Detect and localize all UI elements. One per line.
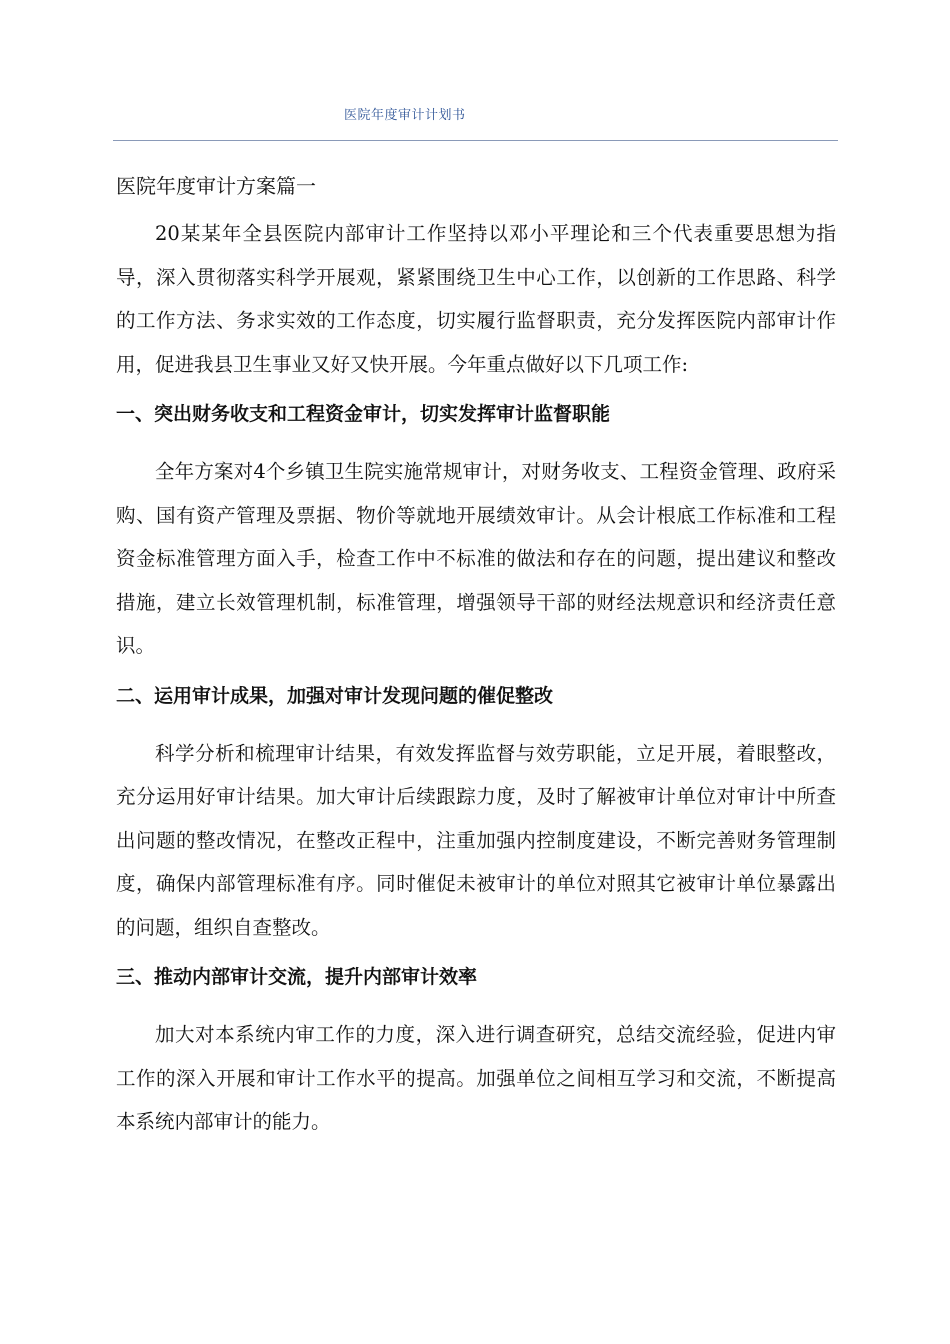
section-heading-2: 二、运用审计成果，加强对审计发现问题的催促整改	[116, 684, 554, 707]
section-body-2: 科学分析和梳理审计结果，有效发挥监督与效劳职能，立足开展，着眼整改，充分运用好审计结果。加大审计后续跟踪力度，及时了解被审计单位对审计中所查出问题的整改情况，在整改正程中，注重加强内控制度建设，不断完善财务管理制度，确保内部管理标准有序。同时催促未被审计的单位对照其它被审计单位暴露出的问题，组织自查整改。	[116, 741, 836, 939]
intro-paragraph: 20某某年全县医院内部审计工作坚持以邓小平理论和三个代表重要思想为指导，深入贯彻落实科学开展观，紧紧围绕卫生中心工作，以创新的工作思路、科学的工作方法、务求实效的工作态度，切实履行监督职责，充分发挥医院内部审计作用，促进我县卫生事业又好又快开展。今年重点做好以下几项工作:	[116, 222, 836, 376]
running-header: 医院年度审计计划书	[344, 108, 466, 123]
section-body-1: 全年方案对4个乡镇卫生院实施常规审计，对财务收支、工程资金管理、政府采购、国有资产管理及票据、物价等就地开展绩效审计。从会计根底工作标准和工程资金标准管理方面入手，检查工作中不标准的做法和存在的问题，提出建议和整改措施，建立长效管理机制，标准管理，增强领导干部的财经法规意识和经济责任意识。	[116, 460, 836, 657]
section-heading-1: 一、突出财务收支和工程资金审计，切实发挥审计监督职能	[116, 403, 611, 425]
header-divider	[113, 140, 838, 141]
section-heading-3: 三、推动内部审计交流，提升内部审计效率	[116, 966, 478, 988]
document-title: 医院年度审计方案篇一	[116, 174, 316, 198]
section-body-3: 加大对本系统内审工作的力度，深入进行调查研究，总结交流经验，促进内审工作的深入开展和审计工作水平的提高。加强单位之间相互学习和交流，不断提高本系统内部审计的能力。	[116, 1023, 836, 1133]
document-body	[116, 212, 836, 1144]
